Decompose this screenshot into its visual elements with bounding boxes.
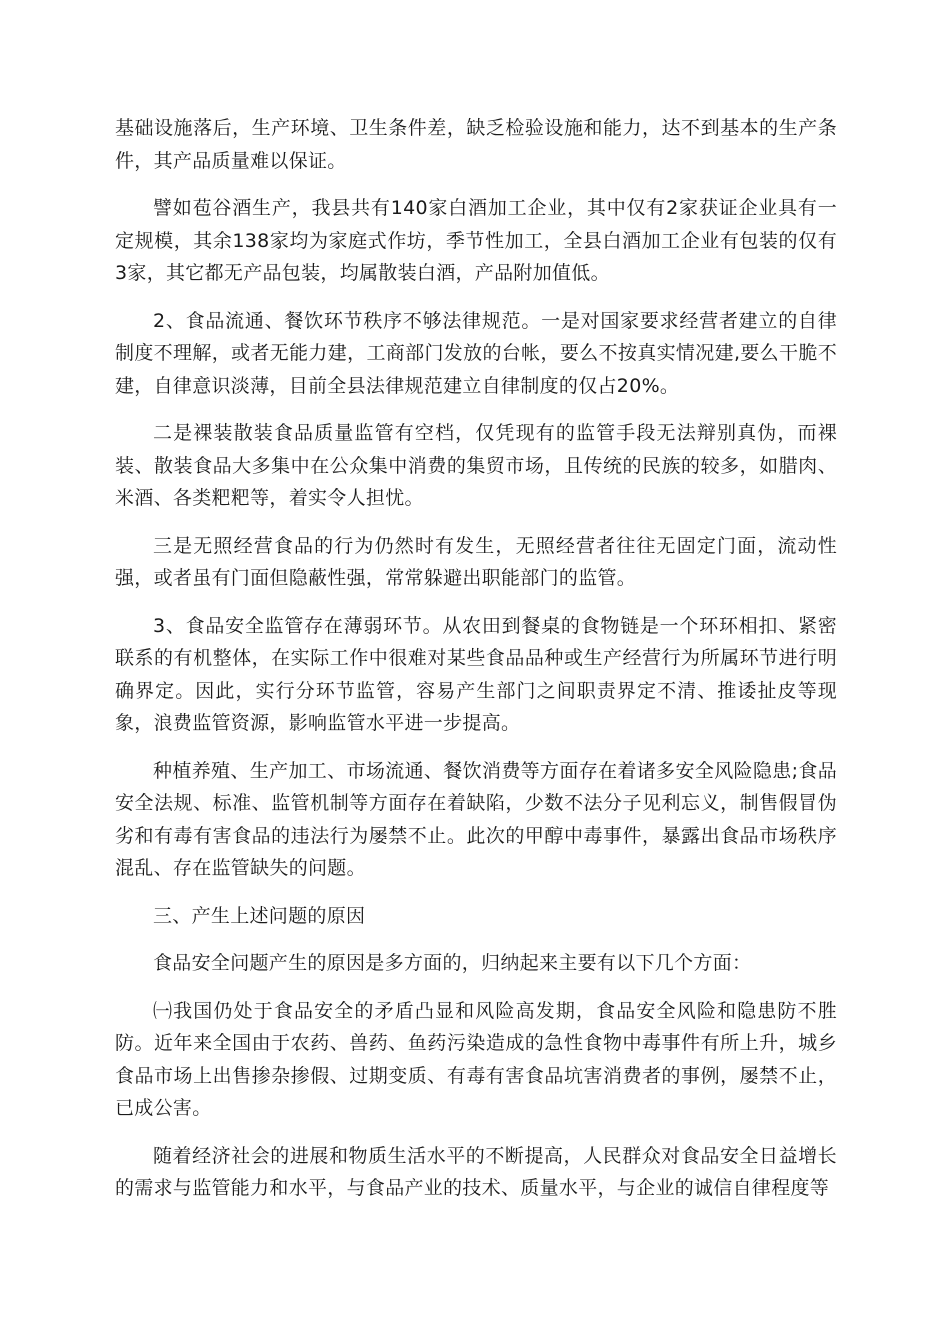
paragraph-continuation: 基础设施落后，生产环境、卫生条件差，缺乏检验设施和能力，达不到基本的生产条件，其产品质量难以保证。: [115, 117, 837, 172]
paragraph-point-3: 3、食品安全监管存在薄弱环节。从农田到餐桌的食物链是一个环环相扣、紧密联系的有机整体，在实际工作中很难对某些食品品种或生产经营行为所属环节进行明确界定。因此，实行分环节监管，容易产生部门之间职责界定不清、推诿扯皮等现象，浪费监管资源，影响监管水平进一步提高。: [115, 614, 837, 734]
paragraph-baijiu-example: 譬如苞谷酒生产，我县共有140家白酒加工企业，其中仅有2家获证企业具有一定规模，其余138家均为家庭式作坊，季节性加工，全县白酒加工企业有包装的仅有3家，其它都无产品包装，均属散装白酒，产品附加值低。: [115, 197, 837, 284]
paragraph-unlicensed: 三是无照经营食品的行为仍然时有发生，无照经营者往往无固定门面，流动性强，或者虽有门面但隐蔽性强，常常躲避出职能部门的监管。: [115, 534, 837, 589]
paragraph-development: 随着经济社会的进展和物质生活水平的不断提高，人民群众对食品安全日益增长的需求与监管能力和水平，与食品产业的技术、质量水平，与企业的诚信自律程度等: [115, 1144, 837, 1199]
section-heading-causes: 三、产生上述问题的原因: [153, 904, 366, 927]
paragraph-bulk-food: 二是裸装散装食品质量监管有空档，仅凭现有的监管手段无法辩别真伪，而裸装、散装食品大多集中在公众集中消费的集贸市场，且传统的民族的较多，如腊肉、米酒、各类粑粑等，着实令人担忧。: [115, 422, 837, 509]
document-body: [115, 112, 837, 1220]
paragraph-cause-1: ㈠我国仍处于食品安全的矛盾凸显和风险高发期，食品安全风险和隐患防不胜防。近年来全国由于农药、兽药、鱼药污染造成的急性食物中毒事件有所上升，城乡食品市场上出售掺杂掺假、过期变质、有毒有害食品坑害消费者的事例，屡禁不止，已成公害。: [115, 999, 837, 1119]
paragraph-point-2: 2、食品流通、餐饮环节秩序不够法律规范。一是对国家要求经营者建立的自律制度不理解，或者无能力建，工商部门发放的台帐，要么不按真实情况建,要么干脆不建，自律意识淡薄，目前全县法律规范建立自律制度的仅占20%。: [115, 309, 837, 397]
paragraph-causes-intro: 食品安全问题产生的原因是多方面的，归纳起来主要有以下几个方面：: [153, 952, 752, 974]
paragraph-risks: 种植养殖、生产加工、市场流通、餐饮消费等方面存在着诸多安全风险隐患;食品安全法规、标准、监管机制等方面存在着缺陷，少数不法分子见利忘义，制售假冒伪劣和有毒有害食品的违法行为屡禁不止。此次的甲醇中毒事件，暴露出食品市场秩序混乱、存在监管缺失的问题。: [115, 759, 837, 879]
